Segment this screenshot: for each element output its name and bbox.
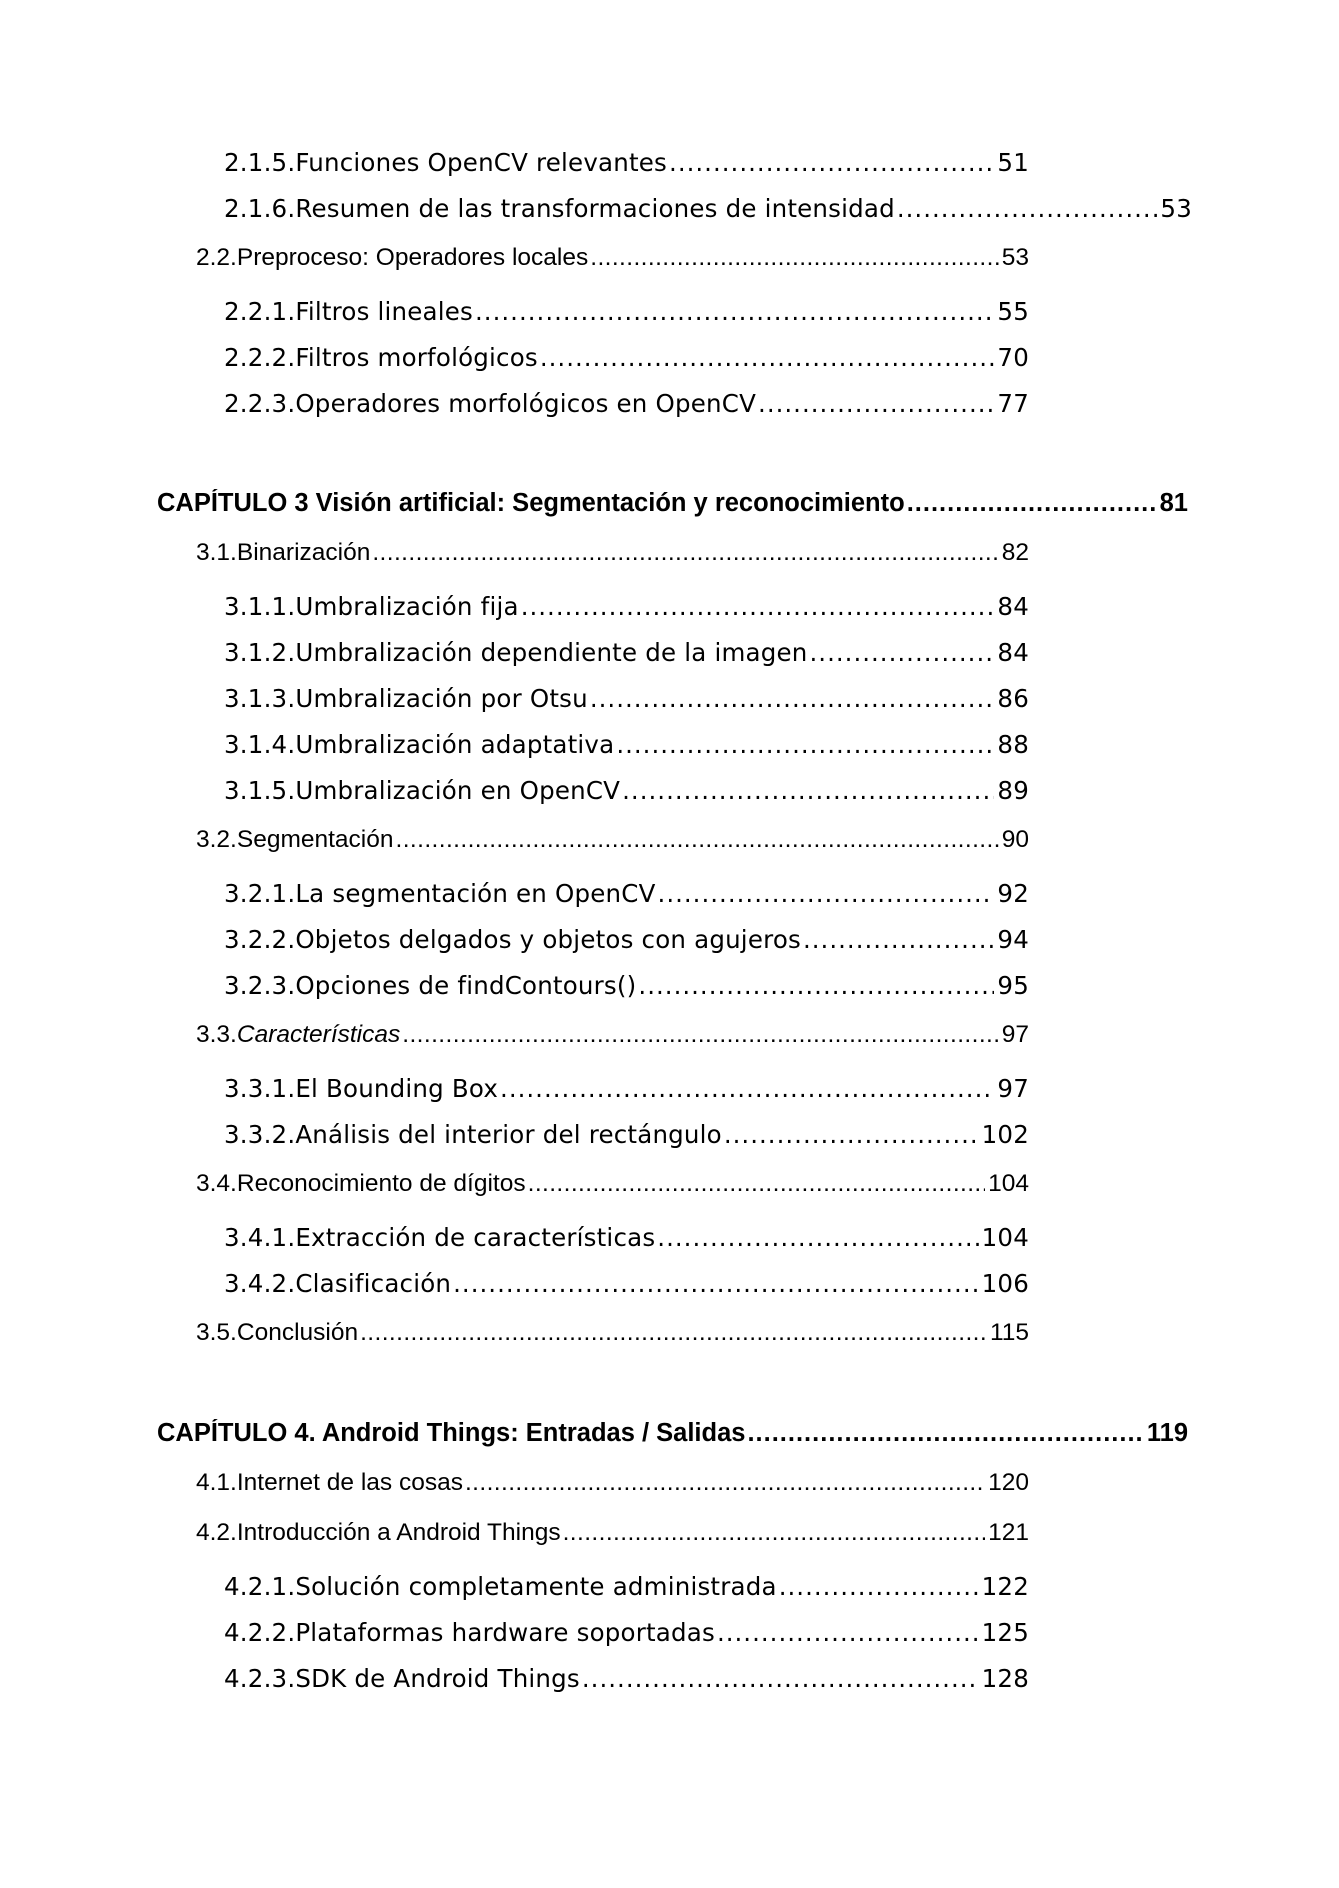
entry-page: 84 <box>997 592 1029 621</box>
dot-leader <box>638 971 994 1000</box>
entry-title: Introducción a Android Things <box>236 1519 561 1546</box>
entry-title: Preproceso: Operadores locales <box>236 244 589 271</box>
entry-title: Umbralización por Otsu <box>295 684 588 713</box>
dot-leader <box>747 1419 1143 1448</box>
entry-page: 70 <box>997 343 1029 372</box>
entry-number: 3.4.1. <box>224 1223 296 1252</box>
dot-leader <box>657 1223 978 1252</box>
entry-page: 104 <box>988 1170 1029 1197</box>
dot-leader <box>453 1269 978 1298</box>
dot-leader <box>372 539 998 567</box>
entry-title: La segmentación en OpenCV <box>295 879 656 908</box>
entry-number: 3.1.3. <box>224 684 296 713</box>
entry-page: 84 <box>997 638 1029 667</box>
dot-leader <box>669 148 994 177</box>
entry-number: 3.3.2. <box>224 1120 296 1149</box>
dot-leader <box>582 1664 979 1693</box>
entry-number: 3.4. <box>196 1170 237 1197</box>
entry-number: 2.2.3. <box>224 389 296 418</box>
entry-page: 95 <box>997 971 1029 1000</box>
dot-leader <box>590 244 999 272</box>
entry-number: 3.2.1. <box>224 879 296 908</box>
toc-entry-3-3-1[interactable] <box>224 1074 1029 1114</box>
entry-title: Características <box>236 1021 401 1048</box>
toc-entry-4-2[interactable] <box>196 1519 1029 1559</box>
toc-entry-3-2-3[interactable] <box>224 971 1029 1011</box>
dot-leader <box>803 925 994 954</box>
toc-entry-3-2-2[interactable] <box>224 925 1029 965</box>
entry-title: Funciones OpenCV relevantes <box>295 148 668 177</box>
dot-leader <box>528 1170 986 1198</box>
entry-page: 97 <box>1001 1021 1029 1048</box>
entry-title: Conclusión <box>236 1319 359 1346</box>
entry-page: 82 <box>1001 539 1029 566</box>
entry-page: 51 <box>997 148 1029 177</box>
entry-page: 104 <box>981 1223 1029 1252</box>
entry-page: 125 <box>981 1618 1029 1647</box>
toc-entry-2-2[interactable] <box>196 244 1029 284</box>
dot-leader <box>360 1319 987 1347</box>
entry-number: 3.1. <box>196 539 237 566</box>
entry-number: 2.2.2. <box>224 343 296 372</box>
dot-leader <box>810 638 995 667</box>
entry-title: Internet de las cosas <box>236 1469 463 1496</box>
entry-number: 3.4.2. <box>224 1269 296 1298</box>
entry-number: 3.2.3. <box>224 971 296 1000</box>
toc-entry-3-1-5[interactable] <box>224 776 1029 816</box>
entry-page: 77 <box>997 389 1029 418</box>
entry-title: Plataformas hardware soportadas <box>295 1618 715 1647</box>
toc-chapter-3[interactable] <box>157 489 1188 529</box>
toc-entry-3-3[interactable] <box>196 1021 1029 1061</box>
toc-entry-4-2-2[interactable] <box>224 1618 1029 1658</box>
toc-entry-2-2-2[interactable] <box>224 343 1029 383</box>
entry-page: 119 <box>1146 1419 1188 1447</box>
chapter-title: CAPÍTULO 3 Visión artificial: Segmentación y reconocimiento <box>157 489 905 517</box>
toc-entry-4-2-1[interactable] <box>224 1572 1029 1612</box>
entry-title: SDK de Android Things <box>295 1664 580 1693</box>
entry-page: 128 <box>981 1664 1029 1693</box>
dot-leader <box>907 489 1157 518</box>
toc-entry-3-1-3[interactable] <box>224 684 1029 724</box>
entry-number: 4.1. <box>196 1469 237 1496</box>
toc-entry-3-5[interactable] <box>196 1319 1029 1359</box>
entry-page: 106 <box>981 1269 1029 1298</box>
entry-title: Umbralización dependiente de la imagen <box>295 638 808 667</box>
dot-leader <box>622 776 994 805</box>
entry-page: 97 <box>997 1074 1029 1103</box>
entry-page: 53 <box>1160 194 1192 223</box>
entry-number: 3.5. <box>196 1319 237 1346</box>
entry-number: 3.3.1. <box>224 1074 296 1103</box>
toc-entry-2-1-6[interactable] <box>224 194 1192 234</box>
toc-entry-4-1[interactable] <box>196 1469 1029 1509</box>
dot-leader <box>475 297 994 326</box>
entry-page: 122 <box>981 1572 1029 1601</box>
entry-number: 3.1.5. <box>224 776 296 805</box>
toc-entry-3-2[interactable] <box>196 826 1029 866</box>
toc-entry-2-2-1[interactable] <box>224 297 1029 337</box>
entry-page: 92 <box>997 879 1029 908</box>
entry-page: 86 <box>997 684 1029 713</box>
entry-number: 3.1.1. <box>224 592 296 621</box>
dot-leader <box>500 1074 994 1103</box>
toc-entry-3-1-1[interactable] <box>224 592 1029 632</box>
entry-page: 94 <box>997 925 1029 954</box>
entry-number: 3.2.2. <box>224 925 296 954</box>
toc-entry-3-1-2[interactable] <box>224 638 1029 678</box>
entry-number: 2.1.5. <box>224 148 296 177</box>
dot-leader <box>779 1572 979 1601</box>
entry-number: 3.3. <box>196 1021 237 1048</box>
entry-number: 4.2.1. <box>224 1572 296 1601</box>
entry-page: 121 <box>988 1519 1029 1546</box>
entry-number: 2.1.6. <box>224 194 296 223</box>
entry-title: Binarización <box>236 539 371 566</box>
entry-page: 115 <box>989 1319 1029 1346</box>
dot-leader <box>465 1469 985 1497</box>
toc-entry-2-2-3[interactable] <box>224 389 1029 429</box>
dot-leader <box>724 1120 979 1149</box>
toc-entry-4-2-3[interactable] <box>224 1664 1029 1704</box>
entry-number: 4.2.2. <box>224 1618 296 1647</box>
entry-title: Objetos delgados y objetos con agujeros <box>295 925 801 954</box>
entry-title: Umbralización fija <box>295 592 519 621</box>
entry-page: 55 <box>997 297 1029 326</box>
entry-title: Análisis del interior del rectángulo <box>295 1120 722 1149</box>
dot-leader <box>897 194 1158 223</box>
entry-number: 3.1.4. <box>224 730 296 759</box>
toc-entry-3-4[interactable] <box>196 1170 1029 1210</box>
entry-title: Opciones de findContours() <box>295 971 637 1000</box>
entry-page: 89 <box>997 776 1029 805</box>
toc-entry-3-1-4[interactable] <box>224 730 1029 770</box>
entry-page: 88 <box>997 730 1029 759</box>
toc-entry-2-1-5[interactable] <box>224 148 1029 188</box>
dot-leader <box>396 826 999 854</box>
entry-page: 102 <box>981 1120 1029 1149</box>
entry-number: 4.2.3. <box>224 1664 296 1693</box>
toc-entry-3-4-1[interactable] <box>224 1223 1029 1263</box>
entry-number: 3.1.2. <box>224 638 296 667</box>
entry-page: 81 <box>1159 489 1188 517</box>
entry-title: Operadores morfológicos en OpenCV <box>295 389 757 418</box>
dot-leader <box>521 592 995 621</box>
dot-leader <box>616 730 994 759</box>
entry-title: Umbralización en OpenCV <box>295 776 621 805</box>
toc-entry-3-4-2[interactable] <box>224 1269 1029 1309</box>
entry-title: El Bounding Box <box>295 1074 499 1103</box>
chapter-title: CAPÍTULO 4. Android Things: Entradas / Salidas <box>157 1419 746 1447</box>
toc-entry-3-1[interactable] <box>196 539 1029 579</box>
entry-title: Filtros lineales <box>295 297 474 326</box>
entry-number: 2.2. <box>196 244 237 271</box>
entry-page: 53 <box>1001 244 1029 271</box>
entry-title: Umbralización adaptativa <box>295 730 615 759</box>
toc-entry-3-3-2[interactable] <box>224 1120 1029 1160</box>
dot-leader <box>590 684 995 713</box>
entry-title: Extracción de características <box>295 1223 656 1252</box>
dot-leader <box>658 879 995 908</box>
entry-title: Reconocimiento de dígitos <box>236 1170 526 1197</box>
entry-title: Resumen de las transformaciones de intensidad <box>295 194 895 223</box>
entry-title: Solución completamente administrada <box>295 1572 777 1601</box>
dot-leader <box>563 1519 986 1547</box>
toc-chapter-4[interactable] <box>157 1419 1188 1459</box>
entry-title: Clasificación <box>295 1269 452 1298</box>
entry-title: Segmentación <box>236 826 394 853</box>
entry-page: 90 <box>1001 826 1029 853</box>
dot-leader <box>402 1021 998 1049</box>
entry-number: 4.2. <box>196 1519 237 1546</box>
entry-page: 120 <box>988 1469 1029 1496</box>
entry-number: 3.2. <box>196 826 237 853</box>
entry-title: Filtros morfológicos <box>295 343 538 372</box>
dot-leader <box>758 389 994 418</box>
toc-entry-3-2-1[interactable] <box>224 879 1029 919</box>
dot-leader <box>717 1618 979 1647</box>
entry-number: 2.2.1. <box>224 297 296 326</box>
dot-leader <box>540 343 995 372</box>
